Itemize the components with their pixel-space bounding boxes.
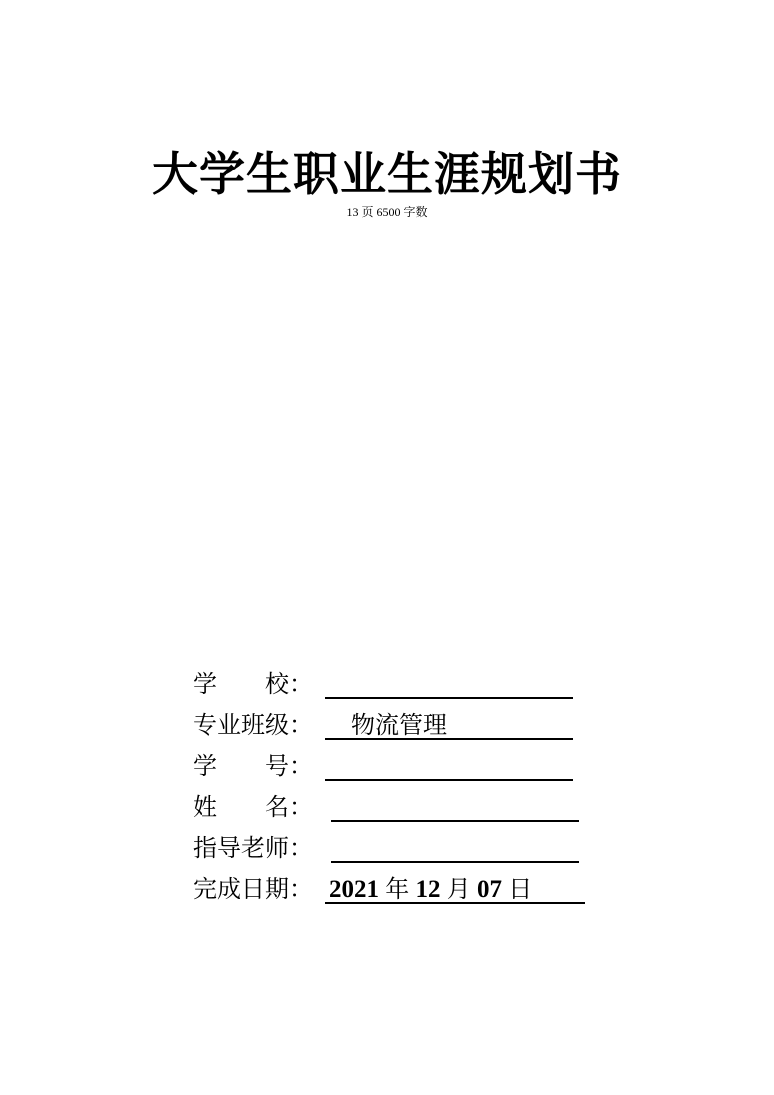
major-class-field[interactable]	[325, 709, 573, 740]
school-field[interactable]	[325, 668, 573, 699]
advisor-field[interactable]	[331, 832, 579, 863]
date-year-unit: 年	[385, 875, 410, 903]
school-row	[193, 664, 613, 705]
name-label: 姓 名：	[193, 793, 313, 821]
date-year: 2021	[329, 876, 379, 903]
major-class-label: 专业班级：	[193, 711, 313, 739]
date-day: 07	[477, 876, 502, 903]
student-id-field[interactable]	[325, 750, 573, 781]
date-month: 12	[415, 876, 441, 903]
document-subtitle: 13 页 6500 字数	[346, 205, 428, 219]
student-id-row	[193, 746, 613, 787]
completion-date-field[interactable]	[325, 873, 585, 904]
advisor-row	[193, 828, 613, 869]
date-day-unit: 日	[508, 875, 533, 903]
completion-date-label: 完成日期：	[193, 875, 313, 903]
date-month-unit: 月	[446, 875, 471, 903]
major-class-value: 物流管理	[351, 711, 447, 739]
name-field[interactable]	[331, 791, 579, 822]
name-row	[193, 787, 613, 828]
school-label: 学 校：	[193, 670, 313, 698]
cover-info-form	[193, 664, 613, 910]
document-title: 大学生职业生涯规划书	[152, 147, 622, 201]
completion-date-row	[193, 869, 613, 910]
advisor-label: 指导老师：	[193, 834, 313, 862]
major-class-row	[193, 705, 613, 746]
student-id-label: 学 号：	[193, 752, 313, 780]
